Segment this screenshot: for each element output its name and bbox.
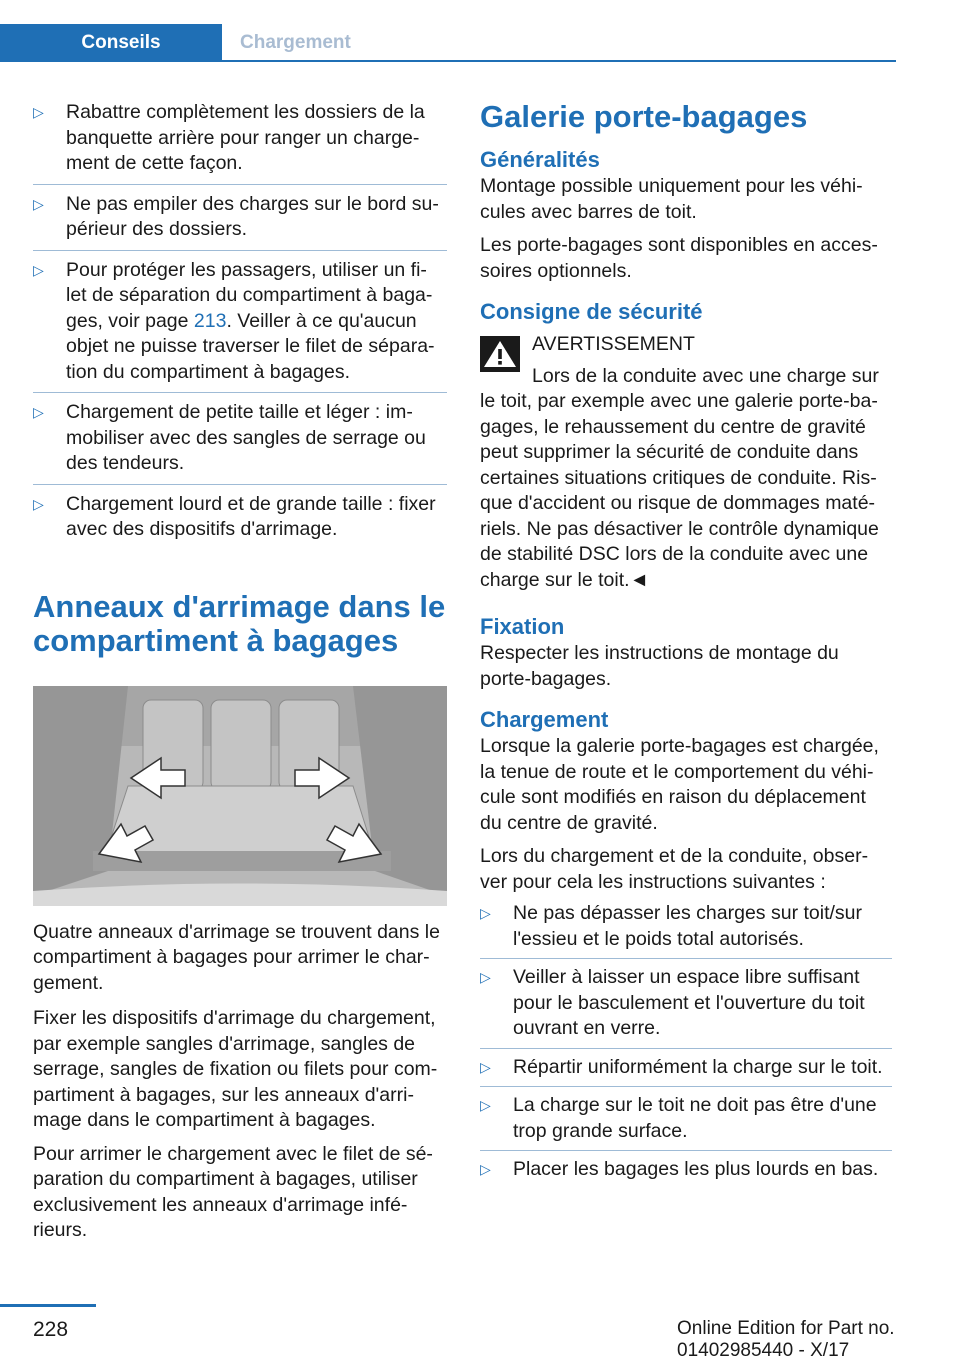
subheading-consigne-securite: Consigne de sécurité	[480, 299, 703, 324]
bullet-triangle-icon: ▷	[33, 495, 44, 512]
bullet-triangle-icon: ▷	[480, 905, 491, 921]
bullet-triangle-icon: ▷	[33, 261, 44, 278]
bullet-triangle-icon: ▷	[480, 1097, 491, 1113]
warning-triangle-icon	[480, 336, 520, 372]
section-heading-galerie: Galerie porte-bagages	[480, 99, 808, 134]
page-number: 228	[33, 1318, 69, 1341]
anneaux-paragraph-3: Pour arrimer le chargement avec le filet de sé‐paration du compartiment à bagages, utiliser exclusivement les anneaux d'arrimage infé‐rieurs.	[33, 1142, 433, 1241]
list-item: ▷ La charge sur le toit ne doit pas être d'une trop grande surface.	[480, 1093, 892, 1151]
anneaux-paragraph-1: Quatre anneaux d'arrimage se trouvent dans le compartiment à bagages pour arrimer le char‐gement.	[33, 920, 440, 994]
generalites-paragraph-1: Montage possible uniquement pour les véhi‐cules avec barres de toit.	[480, 175, 863, 223]
section-heading-anneaux: Anneaux d'arrimage dans le compartiment à bagages	[33, 588, 446, 658]
subheading-fixation: Fixation	[480, 614, 565, 639]
cargo-compartment-photo	[33, 686, 447, 906]
list-item: ▷ Veiller à laisser un espace libre suffisant pour le basculement et l'ouverture du toit ouvrant en verre.	[480, 965, 892, 1049]
page-reference-link[interactable]: 213	[193, 309, 227, 332]
list-item: ▷ Répartir uniformément la charge sur le toit.	[480, 1055, 892, 1088]
list-item: ▷ Ne pas empiler des charges sur le bord su‐périeur des dossiers.	[33, 192, 447, 251]
tab-conseils[interactable]: Conseils	[0, 24, 222, 62]
footer-rule	[0, 1304, 96, 1307]
bullet-triangle-icon: ▷	[480, 969, 491, 985]
generalites-paragraph-2: Les porte-bagages sont disponibles en acces‐soires optionnels.	[480, 234, 878, 282]
anneaux-paragraph-2: Fixer les dispositifs d'arrimage du chargement, par exemple sangles d'arrimage, sangles de serrage, sangles de fixation ou filets pour com‐partiment à bagages, sur les anneaux d'arri‐mage dans le compartiment à bagages.	[33, 1007, 438, 1131]
subheading-chargement: Chargement	[480, 707, 609, 732]
bullet-triangle-icon: ▷	[33, 404, 44, 420]
tab-chargement[interactable]: Chargement	[240, 32, 351, 53]
warning-title: AVERTISSEMENT	[532, 333, 695, 355]
right-bullet-list	[480, 901, 892, 1189]
bullet-triangle-icon: ▷	[33, 195, 44, 212]
subheading-generalites: Généralités	[480, 147, 600, 172]
warning-block	[480, 332, 892, 593]
list-item: ▷ Chargement lourd et de grande taille : fixer avec des dispositifs d'arrimage.	[33, 492, 436, 540]
list-item: ▷ Chargement de petite taille et léger : im‐mobiliser avec des sangles de serrage ou des tendeurs.	[33, 400, 447, 485]
list-item: ▷ Placer les bagages les plus lourds en bas.	[480, 1157, 892, 1189]
chargement-paragraph-1: Lorsque la galerie porte-bagages est chargée, la tenue de route et le comportement du véhi‐cule sont modifiés en raison du déplacement du centre de gravité.	[480, 735, 879, 834]
left-bullet-list	[33, 100, 447, 550]
bullet-triangle-icon: ▷	[480, 1058, 491, 1075]
chargement-paragraph-2: Lors du chargement et de la conduite, obser‐ver pour cela les instructions suivantes :	[480, 845, 869, 893]
right-column	[480, 100, 892, 1195]
fixation-paragraph: Respecter les instructions de montage du porte-bagages.	[480, 642, 839, 690]
section-tab-bar	[0, 24, 896, 62]
tab-underline	[0, 60, 896, 62]
list-item: ▷ Pour protéger les passagers, utiliser un fi‐let de séparation du compartiment à baga‐ges, voir page 213. Veiller à ce qu'aucun objet ne puisse traverser le filet de sépara‐tion du compartiment à bagages.	[33, 258, 447, 394]
warning-text: Lors de la conduite avec une charge sur le toit, par exemple avec une galerie porte-ba‐gages, le rehaussement du centre de gravité peut supprimer la sécurité de conduite dans certaines situations critiques de conduite. Ris‐que d'accident ou risque de dommages maté‐riels. Ne pas désactiver le contrôle dynamique de stabilité DSC lors de la conduite avec une charge sur le toit.◄	[480, 364, 879, 591]
bullet-triangle-icon: ▷	[480, 1161, 491, 1177]
list-item: ▷ Ne pas dépasser les charges sur toit/sur l'essieu et le poids total autorisés.	[480, 901, 892, 959]
bullet-triangle-icon: ▷	[33, 104, 44, 120]
left-column	[33, 100, 447, 1244]
edition-note: Online Edition for Part no. 01402985440 - X/17	[677, 1318, 895, 1361]
list-item: ▷ Rabattre complètement les dossiers de la banquette arrière pour ranger un charge‐ment de cette façon.	[33, 100, 447, 185]
